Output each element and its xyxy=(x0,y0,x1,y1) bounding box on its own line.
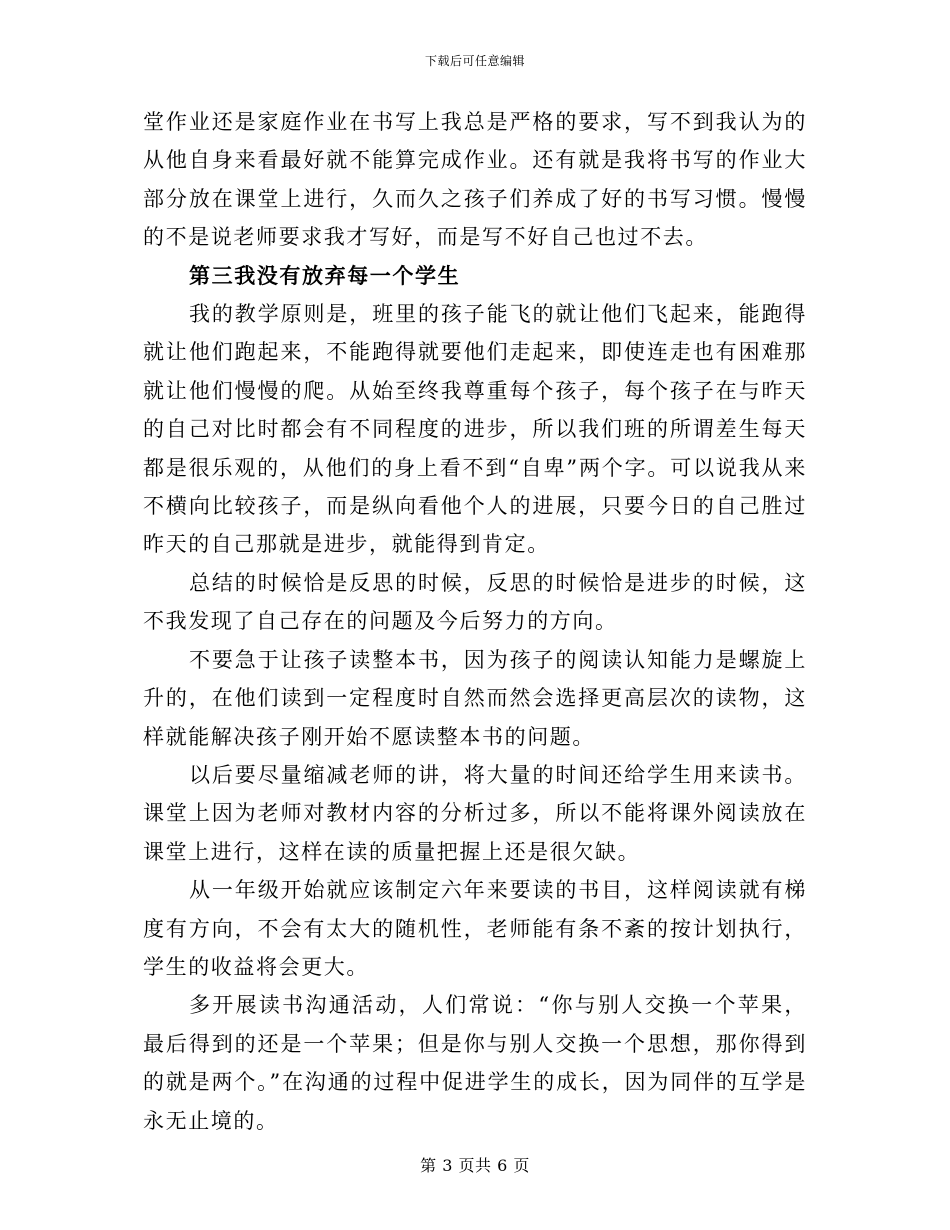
paragraph-teaching-principle: 我的教学原则是，班里的孩子能飞的就让他们飞起来，能跑得就让他们跑起来，不能跑得就要他们走起来，即使连走也有困难那就让他们慢慢的爬。从始至终我尊重每个孩子，每个孩子在与昨天的自己对比时都会有不同程度的进步，所以我们班的所谓差生每天都是很乐观的，从他们的身上看不到“自卑”两个字。可以说我从来不横向比较孩子，而是纵向看他个人的进展，只要今日的自己胜过昨天的自己那就是进步，就能得到肯定。 xyxy=(143,302,807,557)
paragraph-reading-list: 从一年级开始就应该制定六年来要读的书目，这样阅读就有梯度有方向，不会有太大的随机性，老师能有条不紊的按计划执行，学生的收益将会更大。 xyxy=(143,878,807,979)
page-footer: 第 3 页共 6 页 xyxy=(420,1156,530,1175)
document-body xyxy=(143,103,807,1140)
paragraph-reflection: 总结的时候恰是反思的时候，反思的时候恰是进步的时候，这不我发现了自己存在的问题及今后努力的方向。 xyxy=(143,570,807,634)
section-heading: 第三我没有放弃每一个学生 xyxy=(189,262,461,288)
paragraph-continuation: 堂作业还是家庭作业在书写上我总是严格的要求，写不到我认为的从他自身来看最好就不能算完成作业。还有就是我将书写的作业大部分放在课堂上进行，久而久之孩子们养成了好的书写习惯。慢慢的不是说老师要求我才写好，而是写不好自己也过不去。 xyxy=(143,110,807,250)
paragraph-whole-book-reading: 不要急于让孩子读整本书，因为孩子的阅读认知能力是螺旋上升的，在他们读到一定程度时自然而然会选择更高层次的读物，这样就能解决孩子刚开始不愿读整本书的问题。 xyxy=(143,647,807,749)
paragraph-reading-exchange: 多开展读书沟通活动，人们常说：“你与别人交换一个苹果，最后得到的还是一个苹果；但是你与别人交换一个思想，那你得到的就是两个。”在沟通的过程中促进学生的成长，因为同伴的互学是永无止境的。 xyxy=(143,993,807,1133)
paragraph-reduce-lecturing: 以后要尽量缩减老师的讲，将大量的时间还给学生用来读书。课堂上因为老师对教材内容的分析过多，所以不能将课外阅读放在课堂上进行，这样在读的质量把握上还是很欠缺。 xyxy=(143,762,807,864)
page-header: 下载后可任意编辑 xyxy=(424,54,525,68)
